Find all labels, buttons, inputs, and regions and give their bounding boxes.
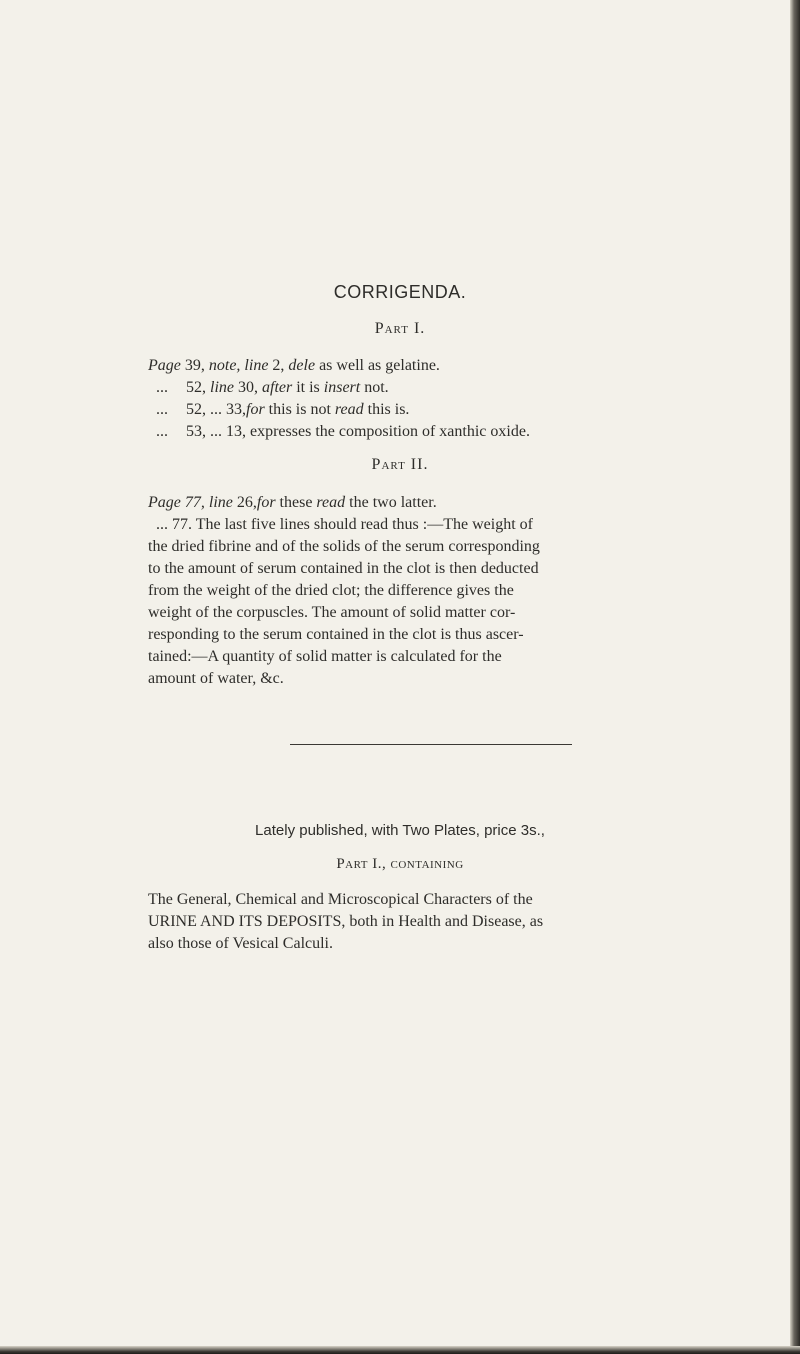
part-one-heading: Part I. xyxy=(374,320,426,337)
page-edge-bottom xyxy=(0,1346,800,1354)
paragraph-line: weight of the corpuscles. The amount of solid matter cor- xyxy=(148,604,516,621)
entry-cmd2: read xyxy=(334,401,364,418)
entry-cmd2: insert xyxy=(323,379,361,396)
corrigendum-line xyxy=(156,514,738,536)
entry-text: as well as gelatine. xyxy=(319,357,440,374)
entry-text: expresses the composition of xanthic oxide. xyxy=(250,423,530,440)
entry-num: 33, xyxy=(226,401,246,418)
entry-num: 13, xyxy=(226,423,246,440)
entry-page: 52, xyxy=(186,401,206,418)
corrigendum-line xyxy=(156,377,738,399)
entry-page: 53, xyxy=(186,423,206,440)
entry-lead: ... xyxy=(156,401,168,418)
entry-lead: ... xyxy=(156,423,168,440)
advert-publication-line: Lately published, with Two Plates, price 3s., xyxy=(255,822,545,839)
page-edge-right xyxy=(790,0,800,1354)
entry-num: 2, xyxy=(272,357,285,374)
page-title: CORRIGENDA. xyxy=(333,282,467,302)
entry-cmd: for xyxy=(256,494,276,511)
entry-cmd: for xyxy=(246,401,265,418)
advert-part-line xyxy=(0,856,800,873)
entry-cmd: dele xyxy=(288,357,316,374)
entry-ref: ... xyxy=(210,423,222,440)
entry-ref: line xyxy=(208,494,233,511)
advert-body-line: URINE AND ITS DEPOSITS, both in Health and Disease, as xyxy=(148,913,544,930)
advert-body-line: also those of Vesical Calculi. xyxy=(148,935,333,952)
corrigendum-line xyxy=(156,421,738,443)
entry-lead: ... xyxy=(156,379,168,396)
entry-num: 30, xyxy=(238,379,258,396)
advert-part-label: Part I., xyxy=(336,856,387,872)
entry-text: The last five lines should read thus :—The weight of xyxy=(195,516,533,533)
entry-page: 52, xyxy=(186,379,206,396)
entry-cmd: after xyxy=(262,379,293,396)
entry-page: 39, xyxy=(184,357,205,374)
paragraph-line: from the weight of the dried clot; the difference gives the xyxy=(148,582,514,599)
paragraph-line: amount of water, &c. xyxy=(148,670,284,687)
entry-ref: note, line xyxy=(208,357,269,374)
advert-part-suffix: containing xyxy=(390,856,464,872)
corrigendum-line xyxy=(148,355,730,377)
entry-lead: ... 77. xyxy=(156,516,192,533)
corrigendum-line xyxy=(156,399,738,421)
section-divider xyxy=(290,744,572,745)
paragraph-line: tained:—A quantity of solid matter is calculated for the xyxy=(148,648,502,665)
paragraph-line: responding to the serum contained in the clot is thus ascer- xyxy=(148,626,524,643)
entry-text2: not. xyxy=(364,379,389,396)
corrigendum-line xyxy=(148,492,730,514)
entry-num: 26, xyxy=(236,494,257,511)
entry-page: 77, xyxy=(184,494,205,511)
entry-ref: ... xyxy=(210,401,222,418)
paragraph-line: to the amount of serum contained in the clot is then deducted xyxy=(148,560,539,577)
entry-ref: line xyxy=(210,379,234,396)
advert-body-line: The General, Chemical and Microscopical Characters of the xyxy=(148,891,533,908)
entry-text2: the two latter. xyxy=(349,494,437,511)
entry-text2: this is. xyxy=(367,401,410,418)
entry-text: it is xyxy=(296,379,320,396)
entry-lead: Page xyxy=(148,494,181,511)
entry-text: these xyxy=(279,494,313,511)
part-two-heading: Part II. xyxy=(371,456,429,473)
entry-text: this is not xyxy=(268,401,331,418)
paragraph-line: the dried fibrine and of the solids of the serum corresponding xyxy=(148,538,540,555)
entry-cmd2: read xyxy=(316,494,346,511)
entry-lead: Page xyxy=(148,357,181,374)
